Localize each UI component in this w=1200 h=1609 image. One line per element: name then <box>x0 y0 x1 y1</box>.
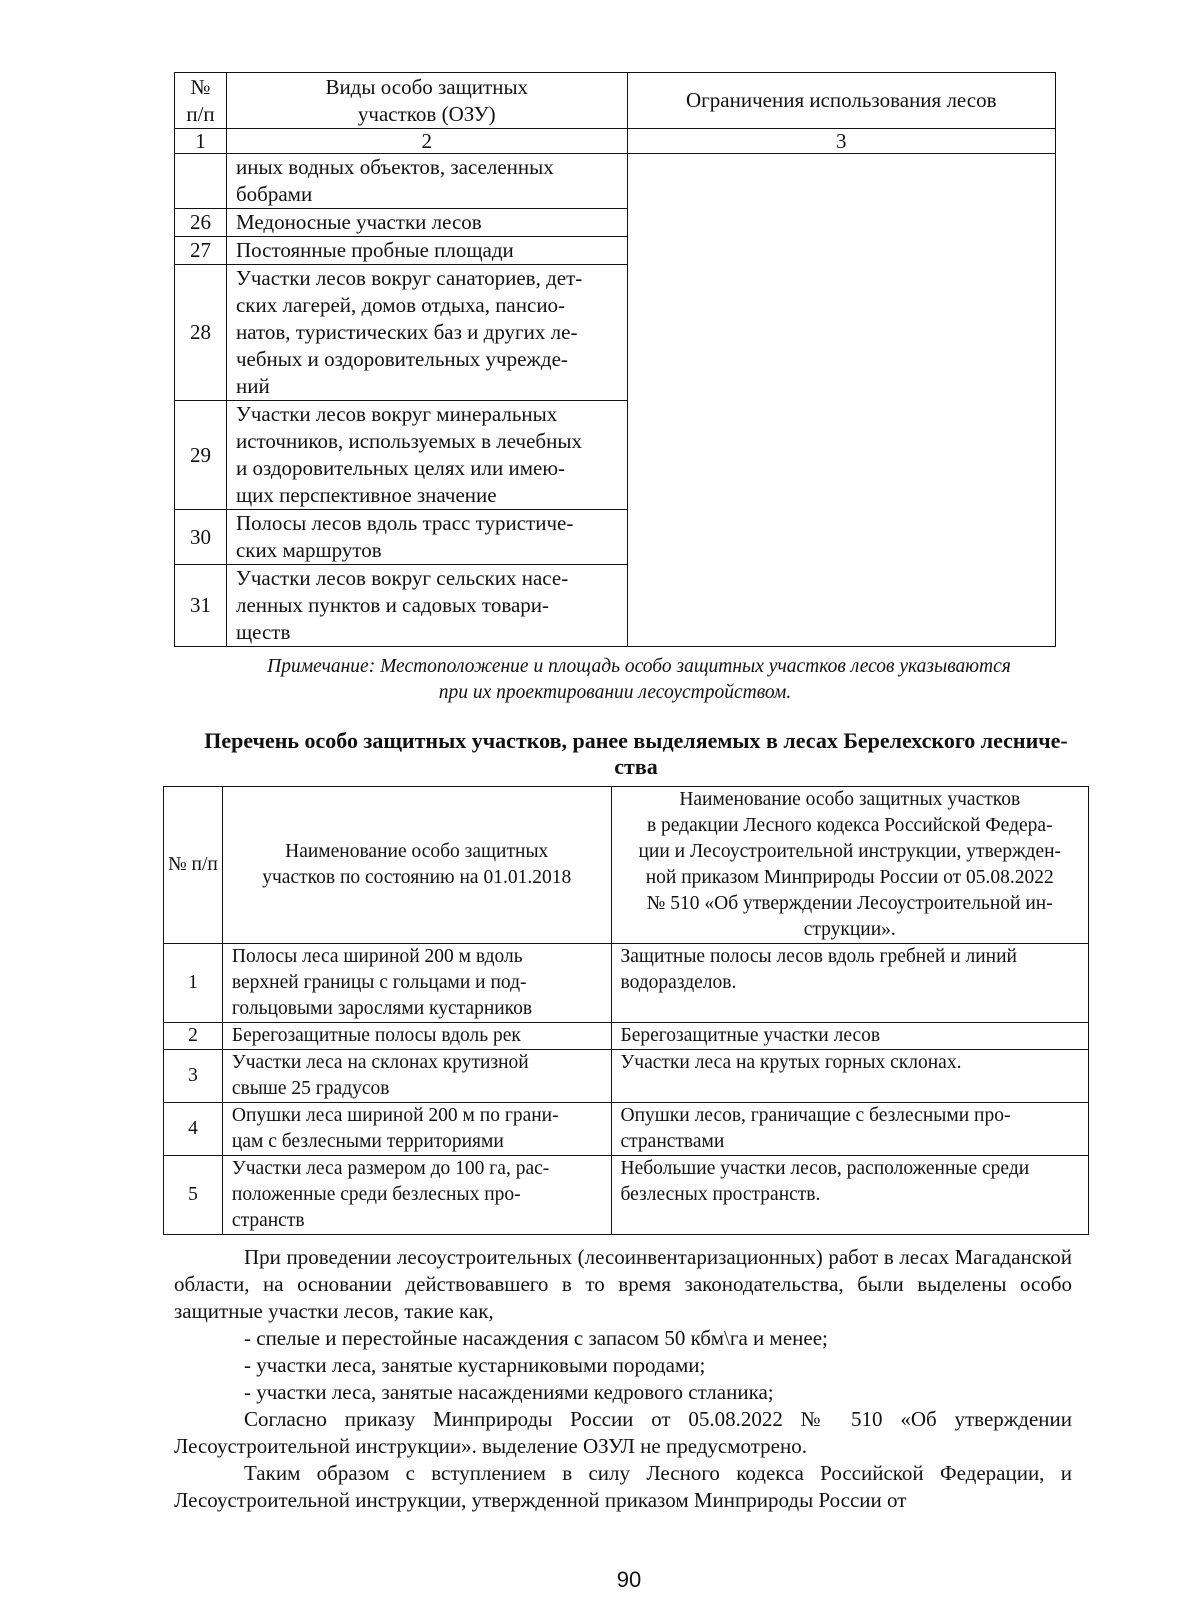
header-kind: Виды особо защитных участков (ОЗУ) <box>226 73 627 129</box>
row-new-name: Участки леса на крутых горных склонах. <box>611 1050 1089 1103</box>
table-note <box>174 654 1056 706</box>
row-old-name: Участки леса размером до 100 га, рас- положенные среди безлесных про- странств <box>222 1156 611 1235</box>
list-item: - участки леса, занятые насаждениями кедрового стланика; <box>244 1380 774 1404</box>
row-kind: иных водных объектов, заселенных бобрами <box>226 154 627 209</box>
header-restrictions: Ограничения использования лесов <box>627 73 1055 129</box>
row-num <box>175 154 227 209</box>
section-title-line: ства <box>614 754 658 779</box>
ozu-types-table <box>174 72 1056 647</box>
paragraph: При проведении лесоустроительных (лесоинвентаризационных) работ в лесах Магаданской области, на основании действовавшего в то время законодательства, были выделены особо защитные участки лесов, такие как, <box>174 1245 1072 1323</box>
row-num: 29 <box>175 401 227 510</box>
note-line: при их проектировании лесоустройством. <box>438 682 792 703</box>
page-number: 90 <box>616 1567 642 1592</box>
row-kind: Полосы лесов вдоль трасс туристиче- ских маршрутов <box>226 510 627 565</box>
body-text <box>174 1244 1072 1514</box>
row-num: 30 <box>175 510 227 565</box>
row-num: 1 <box>164 944 223 1023</box>
row-old-name: Опушки леса шириной 200 м по грани- цам с безлесными территориями <box>222 1103 611 1156</box>
table-header-row <box>164 787 1089 944</box>
row-num: 26 <box>175 209 227 237</box>
table-row <box>164 1023 1089 1050</box>
section-title-line: Перечень особо защитных участков, ранее выделяемых в лесах Берелехского лесниче- <box>204 728 1068 753</box>
col-number: 3 <box>627 129 1055 154</box>
table-row <box>164 1050 1089 1103</box>
row-num: 27 <box>175 237 227 265</box>
row-kind: Участки лесов вокруг минеральных источников, используемых в лечебных и оздоровительных целях или имею- щих перспективное значение <box>226 401 627 510</box>
row-kind: Постоянные пробные площади <box>226 237 627 265</box>
row-old-name: Участки леса на склонах крутизной свыше 25 градусов <box>222 1050 611 1103</box>
row-num: 5 <box>164 1156 223 1235</box>
row-old-name: Полосы леса шириной 200 м вдоль верхней границы с гольцами и под- гольцовыми зарослями кустарников <box>222 944 611 1023</box>
row-kind: Участки лесов вокруг санаториев, дет- ских лагерей, домов отдыха, пансио- натов, туристических баз и других ле- чебных и оздоровительных учрежде- ний <box>226 265 627 401</box>
header-num: № п/п <box>175 73 227 129</box>
row-num: 3 <box>164 1050 223 1103</box>
table-row <box>175 154 1056 209</box>
paragraph: Согласно приказу Минприроды России от 05.08.2022 № 510 «Об утверждении Лесоустроительной инструкции». выделение ОЗУЛ не предусмотрено. <box>174 1407 1072 1458</box>
table-row <box>164 1103 1089 1156</box>
row-restrictions <box>627 154 1055 647</box>
list-item: - участки леса, занятые кустарниковыми породами; <box>244 1353 706 1377</box>
table-row <box>164 944 1089 1023</box>
col-number: 2 <box>226 129 627 154</box>
table-row <box>164 1156 1089 1235</box>
col-number: 1 <box>175 129 227 154</box>
row-new-name: Берегозащитные участки лесов <box>611 1023 1089 1050</box>
row-kind: Медоносные участки лесов <box>226 209 627 237</box>
section-title <box>180 728 1092 780</box>
row-new-name: Небольшие участки лесов, расположенные среди безлесных пространств. <box>611 1156 1089 1235</box>
header-num: № п/п <box>164 787 223 944</box>
header-old-name: Наименование особо защитных участков по состоянию на 01.01.2018 <box>222 787 611 944</box>
note-line: Примечание: Местоположение и площадь особо защитных участков лесов указываются <box>267 656 1011 677</box>
column-number-row <box>175 129 1056 154</box>
row-num: 4 <box>164 1103 223 1156</box>
paragraph: Таким образом с вступлением в силу Лесного кодекса Российской Федерации, и Лесоустроительной инструкции, утвержденной приказом Минприроды России от <box>174 1461 1072 1512</box>
row-num: 28 <box>175 265 227 401</box>
row-old-name: Берегозащитные полосы вдоль рек <box>222 1023 611 1050</box>
row-num: 2 <box>164 1023 223 1050</box>
row-new-name: Опушки лесов, граничащие с безлесными про- странствами <box>611 1103 1089 1156</box>
header-new-name: Наименование особо защитных участков в редакции Лесного кодекса Российской Федера- ции и Лесоустроительной инструкции, утвержден- ной приказом Минприроды России от 05.08.2022 № 510 «Об утверждении Лесоустроительной ин- струкции». <box>611 787 1089 944</box>
row-new-name: Защитные полосы лесов вдоль гребней и линий водоразделов. <box>611 944 1089 1023</box>
row-kind: Участки лесов вокруг сельских насе- ленных пунктов и садовых товари- ществ <box>226 565 627 647</box>
table-header-row <box>175 73 1056 129</box>
ozu-mapping-table <box>163 786 1089 1235</box>
row-num: 31 <box>175 565 227 647</box>
list-item: - спелые и перестойные насаждения с запасом 50 кбм\га и менее; <box>244 1326 828 1350</box>
